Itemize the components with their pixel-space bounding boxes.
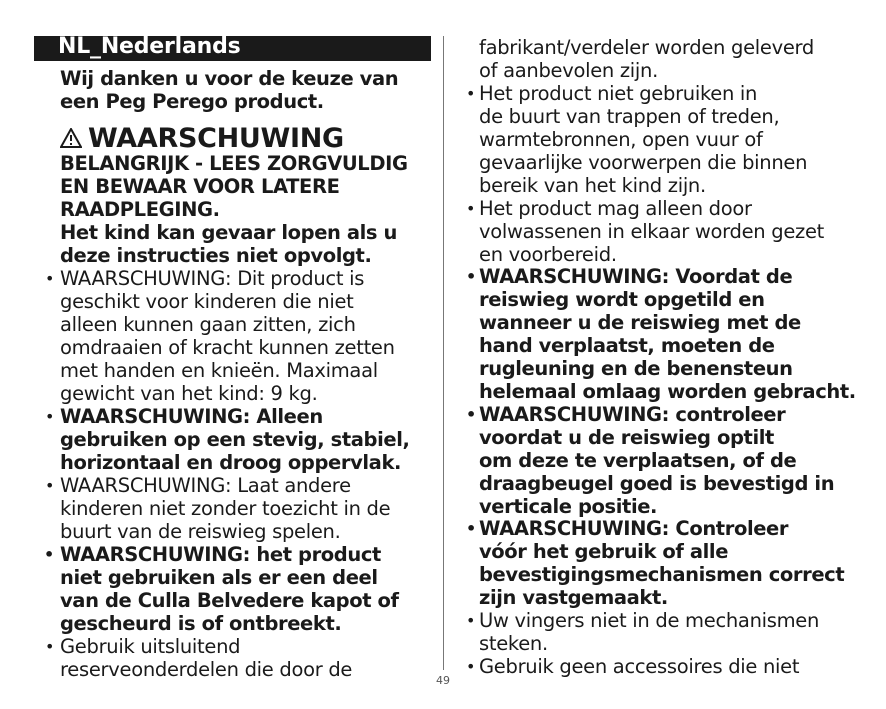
warning-title: WAARSCHUWING	[88, 123, 344, 154]
list-item-line: Gebruik uitsluitend	[60, 635, 241, 658]
list-item-line: warmtebronnen, open vuur of	[479, 128, 763, 151]
list-item-line: niet gebruiken als er een deel	[60, 566, 378, 589]
list-item-line: WAARSCHUWING: het product	[60, 543, 381, 566]
list-item-adult-assembly	[479, 197, 824, 266]
list-item-accessories	[479, 655, 799, 678]
list-item-line: hand verplaatst, moeten de	[479, 334, 775, 357]
list-item-line: de buurt van trappen of treden,	[479, 105, 780, 128]
list-item-line: met handen en knieën. Maximaal	[60, 359, 378, 382]
bullet-marker: •	[466, 519, 477, 538]
list-item-line: wanneer u de reiswieg met de	[479, 311, 801, 334]
page-number: 49	[436, 674, 450, 687]
list-item-line: gescheurd is of ontbreekt.	[60, 612, 342, 635]
intro-line: Wij danken u voor de keuze van	[60, 67, 399, 90]
list-item-line: WAARSCHUWING: Laat andere	[60, 474, 351, 497]
list-item-line: van de Culla Belvedere kapot of	[60, 589, 399, 612]
list-item-line: Het product niet gebruiken in	[479, 82, 758, 105]
list-item-line: alleen kunnen gaan zitten, zich	[60, 313, 356, 336]
list-item-line: rugleuning en de benensteun	[479, 357, 793, 380]
list-item-line: om deze te verplaatsen, of de	[479, 449, 797, 472]
list-item-line: helemaal omlaag worden gebracht.	[479, 380, 856, 403]
important-line: Het kind kan gevaar lopen als u	[60, 221, 398, 244]
list-item-line: vóór het gebruik of alle	[479, 540, 729, 563]
bullet-marker: •	[44, 545, 55, 564]
list-item-line: WAARSCHUWING: Voordat de	[479, 265, 793, 288]
bullet-marker: •	[466, 267, 477, 286]
list-item-line: kinderen niet zonder toezicht in de	[60, 497, 391, 520]
list-item-locking-warning	[479, 517, 844, 609]
bullet-marker: •	[45, 476, 55, 495]
list-item-line: bevestigingsmechanismen correct	[479, 563, 845, 586]
list-item-line: omdraaien of kracht kunnen zetten	[60, 336, 395, 359]
list-item-age-warning	[60, 267, 395, 405]
list-item-line: WAARSCHUWING: controleer	[479, 403, 786, 426]
list-item-line: fabrikant/verdeler worden geleverd	[479, 36, 814, 59]
list-item-line: Uw vingers niet in de mechanismen	[479, 609, 820, 632]
list-item-spare-parts	[60, 635, 352, 681]
intro-text	[60, 67, 398, 113]
continued-text	[479, 36, 814, 82]
important-line: EN BEWAAR VOOR LATERE	[60, 175, 340, 198]
warning-triangle-icon	[60, 126, 82, 154]
language-header-title: NL_Nederlands	[58, 34, 241, 59]
list-item-lift-warning	[479, 265, 856, 403]
list-item-line: buurt van de reiswieg spelen.	[60, 520, 341, 543]
list-item-line: Gebruik geen accessoires die niet	[479, 655, 800, 678]
list-item-line: reserveonderdelen die door de	[60, 658, 353, 681]
list-item-line: draagbeugel goed is bevestigd in	[479, 472, 835, 495]
list-item-line: bereik van het kind zijn.	[479, 174, 706, 197]
important-line: BELANGRIJK - LEES ZORGVULDIG	[60, 152, 408, 175]
list-item-line: horizontaal en droog oppervlak.	[60, 451, 402, 474]
list-item-line: geschikt voor kinderen die niet	[60, 290, 354, 313]
list-item-line: zijn vastgemaakt.	[479, 586, 668, 609]
important-notice	[60, 152, 408, 267]
bullet-marker: •	[466, 611, 476, 630]
list-item-fingers-warning	[479, 609, 819, 655]
list-item-line: WAARSCHUWING: Alleen	[60, 405, 323, 428]
list-item-damaged-warning	[60, 543, 399, 635]
list-item-surface-warning	[60, 405, 409, 474]
bullet-marker: •	[45, 407, 55, 426]
list-item-line: en voorbereid.	[479, 243, 617, 266]
list-item-line: gewicht van het kind: 9 kg.	[60, 382, 318, 405]
list-item-handle-warning	[479, 403, 834, 518]
warning-heading	[60, 125, 344, 154]
list-item-line: gebruiken op een stevig, stabiel,	[60, 428, 410, 451]
list-item-line: WAARSCHUWING: Controleer	[479, 517, 789, 540]
bullet-marker: •	[466, 657, 476, 676]
list-item-line: gevaarlijke voorwerpen die binnen	[479, 151, 808, 174]
list-item-line: of aanbevolen zijn.	[479, 59, 658, 82]
bullet-marker: •	[45, 637, 55, 656]
list-item-line: Het product mag alleen door	[479, 197, 752, 220]
bullet-marker: •	[466, 84, 476, 103]
list-item-line: reiswieg wordt opgetild en	[479, 288, 765, 311]
column-divider	[443, 36, 444, 670]
bullet-marker: •	[45, 269, 55, 288]
list-item-stairs-warning	[479, 82, 807, 197]
list-item-supervision-warning	[60, 474, 390, 543]
list-item-line: WAARSCHUWING: Dit product is	[60, 267, 365, 290]
important-line: RAADPLEGING.	[60, 198, 220, 221]
list-item-line: steken.	[479, 632, 548, 655]
list-item-line: verticale positie.	[479, 495, 658, 518]
bullet-marker: •	[466, 405, 477, 424]
intro-line: een Peg Perego product.	[60, 90, 324, 113]
list-item-line: volwassenen in elkaar worden gezet	[479, 220, 825, 243]
list-item-line: voordat u de reiswieg optilt	[479, 426, 774, 449]
important-line: deze instructies niet opvolgt.	[60, 244, 372, 267]
bullet-marker: •	[466, 199, 476, 218]
